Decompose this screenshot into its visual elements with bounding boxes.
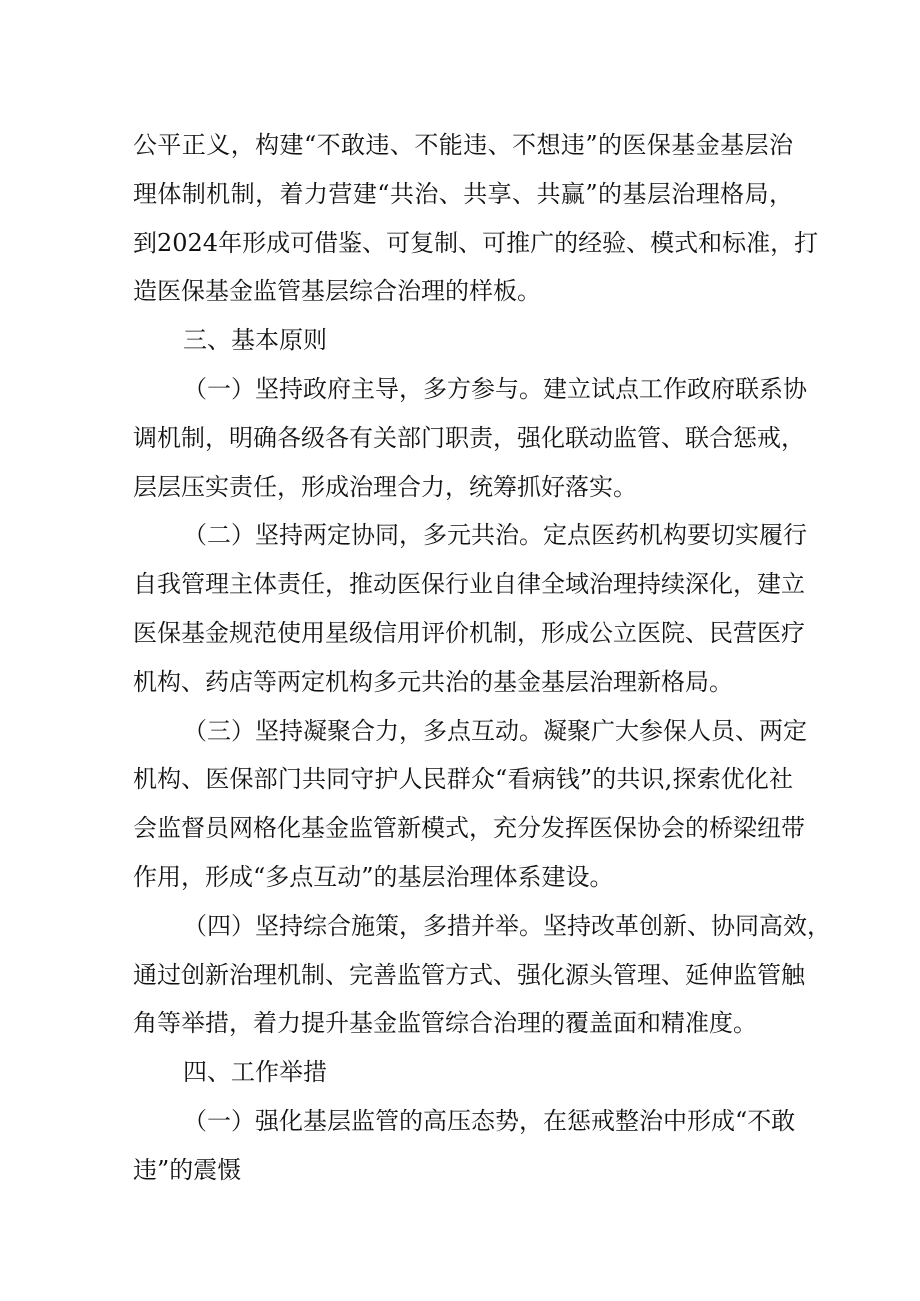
text-line: （一）强化基层监管的高压态势，在惩戒整治中形成“不敢 <box>183 1106 796 1135</box>
text-line: 作用，形成“多点互动”的基层治理体系建设。 <box>133 862 614 891</box>
text-line: （四）坚持综合施策，多措并举。坚持改革创新、协同高效， <box>183 911 831 940</box>
text-line: 违”的震慑 <box>133 1155 242 1184</box>
text-line: （二）坚持两定协同，多元共治。定点医药机构要切实履行 <box>183 521 807 550</box>
text-line: （三）坚持凝聚合力，多点互动。凝聚广大参保人员、两定 <box>183 716 807 745</box>
text-line: 层层压实责任，形成治理合力，统筹抓好落实。 <box>133 472 637 501</box>
text-line: 调机制，明确各级各有关部门职责，强化联动监管、联合惩戒， <box>133 423 805 452</box>
text-line: 机构、药店等两定机构多元共治的基金基层治理新格局。 <box>133 667 733 696</box>
text-line: 通过创新治理机制、完善监管方式、强化源头管理、延伸监管触 <box>133 960 805 989</box>
text-line: 医保基金规范使用星级信用评价机制，形成公立医院、民营医疗 <box>133 618 805 647</box>
text-line: 理体制机制，着力营建“共治、共享、共赢”的基层治理格局， <box>133 179 793 208</box>
section-heading: 四、工作举措 <box>183 1058 327 1087</box>
text-line: 机构、医保部门共同守护人民群众“看病钱”的共识,探索优化社 <box>133 765 793 794</box>
section-heading: 三、基本原则 <box>183 326 327 355</box>
text-line: 自我管理主体责任，推动医保行业自律全域治理持续深化，建立 <box>133 570 805 599</box>
text-line: 到2024年形成可借鉴、可复制、可推广的经验、模式和标准，打 <box>133 228 819 257</box>
text-line: 角等举措，着力提升基金监管综合治理的覆盖面和精准度。 <box>133 1009 757 1038</box>
document-body <box>133 121 831 1195</box>
text-line: 造医保基金监管基层综合治理的样板。 <box>133 277 541 306</box>
text-line: 公平正义，构建“不敢违、不能违、不想违”的医保基金基层治 <box>133 131 793 159</box>
text-line: （一）坚持政府主导，多方参与。建立试点工作政府联系协 <box>183 374 807 403</box>
text-line: 会监督员网格化基金监管新模式，充分发挥医保协会的桥梁纽带 <box>133 814 805 843</box>
